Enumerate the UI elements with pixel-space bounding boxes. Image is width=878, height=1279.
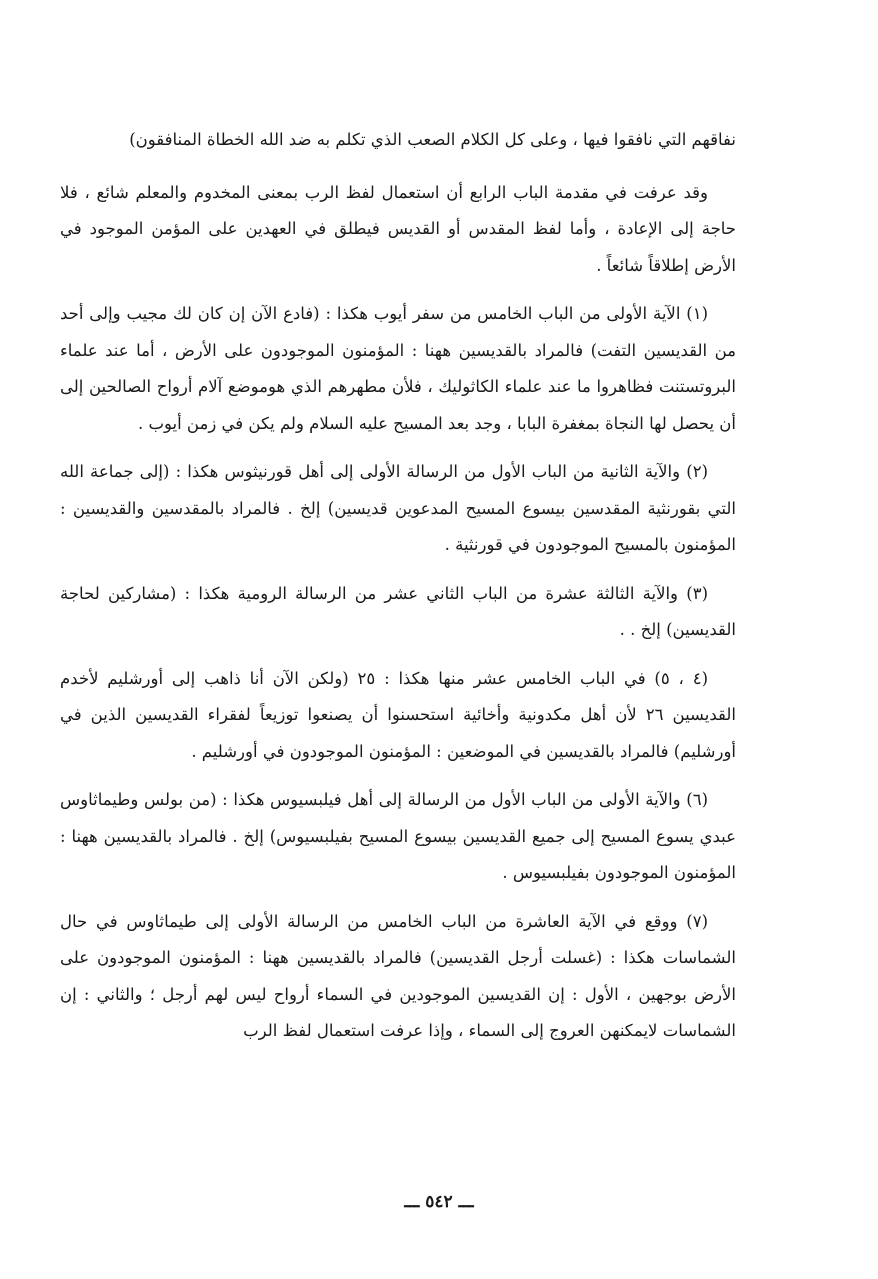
paragraph-item-3: (٣) والآية الثالثة عشرة من الباب الثاني عشر من الرسالة الرومية هكذا : (مشاركين لحاجة القديسين) إلخ . .	[60, 583, 736, 639]
paragraph-item-6: (٦) والآية الأولى من الباب الأول من الرسالة إلى أهل فيلبسيوس هكذا : (من بولس وطيماثاوس عبدي يسوع المسيح إلى جميع القديسين بيسوع المسيح بفيلبسيوس) إلخ . فالمراد بالقديسين ههنا : المؤمنون الموجودون بفيلبسيوس .	[60, 790, 736, 882]
paragraph-continuation: نفاقهم التي نافقوا فيها ، وعلى كل الكلام الصعب الذي تكلم به ضد الله الخطاة المنافقون)	[129, 130, 736, 149]
paragraph-item-1: (١) الآية الأولى من الباب الخامس من سفر أيوب هكذا : (فادع الآن إن كان لك مجيب وإلى أحد من القديسين التفت) فالمراد بالقديسين ههنا : المؤمنون الموجودون على الأرض ، أما عند علماء البروتستنت فظاهروا ما عند علماء الكاثوليك ، فلأن مطهرهم الذي هوموضع آلام أرواح الصالحين إلى أن يحصل لها النجاة بمغفرة البابا ، وجد بعد المسيح عليه السلام ولم يكن في زمن أيوب .	[60, 304, 736, 433]
paragraph-item-2: (٢) والآية الثانية من الباب الأول من الرسالة الأولى إلى أهل قورنيثوس هكذا : (إلى جماعة الله التي بقورنثية المقدسين بيسوع المسيح المدعوين قديسين) إلخ . فالمراد بالمقدسين والقديسين : المؤمنون بالمسيح الموجودون في قورنثية .	[60, 462, 736, 554]
page-body	[60, 122, 736, 1050]
paragraph-item-4-5: (٤ ، ٥) في الباب الخامس عشر منها هكذا : ٢٥ (ولكن الآن أنا ذاهب إلى أورشليم لأخدم القديسين ٢٦ لأن أهل مكدونية وأخائية استحسنوا أن يصنعوا توزيعاً لفقراء القديسين الذين في أورشليم) فالمراد بالقديسين في الموضعين : المؤمنون الموجودون في أورشليم .	[60, 668, 736, 761]
paragraph-intro: وقد عرفت في مقدمة الباب الرابع أن استعمال لفظ الرب بمعنى المخدوم والمعلم شائع ، فلا حاجة إلى الإعادة ، وأما لفظ المقدس أو القديس فيطلق في العهدين على المؤمن الموجود في الأرض إطلاقاً شائعاً .	[60, 182, 736, 275]
page-number: ـــ ٥٤٢ ـــ	[404, 1192, 474, 1212]
paragraph-item-7: (٧) ووقع في الآية العاشرة من الباب الخامس من الرسالة الأولى إلى طيماثاوس في حال الشماسات هكذا : (غسلت أرجل القديسين) فالمراد بالقديسين ههنا : المؤمنون الموجودون على الأرض بوجهين ، الأول : إن القديسين الموجودين في السماء أرواح ليس لهم أرجل ؛ والثاني : إن الشماسات لايمكنهن العروج إلى السماء ، وإذا عرفت استعمال لفظ الرب	[60, 911, 736, 1040]
